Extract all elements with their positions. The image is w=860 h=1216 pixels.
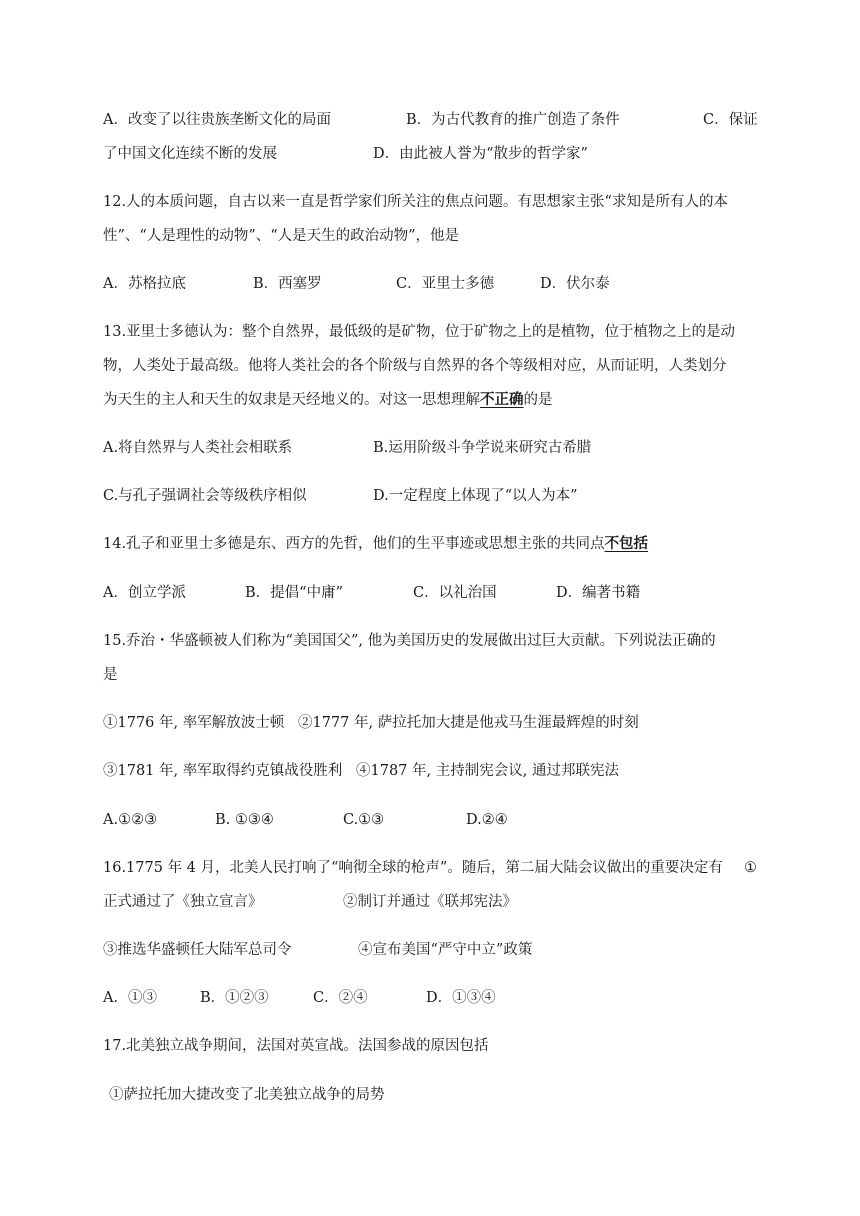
q15-item-2: ②1777 年, 萨拉托加大捷是他戎马生涯最辉煌的时刻	[298, 715, 639, 731]
q15-item-4: ④1787 年, 主持制宪会议, 通过邦联宪法	[356, 763, 619, 779]
q12-option-c: C．亚里士多德	[396, 276, 495, 292]
q16-option-d: D．①③④	[426, 990, 496, 1006]
q12-option-b: B．西塞罗	[253, 276, 322, 292]
q14-emphasis-not-include: 不包括	[604, 535, 649, 552]
q13-option-c: C.与孔子强调社会等级秩序相似	[103, 488, 307, 504]
q13-option-a: A.将自然界与人类社会相联系	[103, 440, 293, 456]
q16-item-4: ④宣布美国“严守中立”政策	[358, 942, 533, 958]
q17-item-1: ①萨拉托加大捷改变了北美独立战争的局势	[109, 1087, 385, 1103]
q13-option-b: B.运用阶级斗争学说来研究古希腊	[373, 440, 592, 456]
q16-item-1-marker: ①	[744, 860, 757, 876]
document-page: A．改变了以往贵族垄断文化的局面 B．为古代教育的推广创造了条件 C．保证 了中国文化连续不断的发展 D．由此被人誉为“散步的哲学家” 12.人的本质问题，自古以来一直是哲学家们所关注的焦点问题。有思想家主张“求知是所有人的本 性”、“人是理性的动物”、“人是天生的政治动物”，他是 A．苏格拉底 B．西塞罗 C．亚里士多德 D．伏尔泰 13.亚里士多德认为：整个自然界，最低级的是矿物，位于矿物之上的是植物，位于植物之上的是动 物，人类处于最高级。他将人类社会的各个阶级与自然界的各个等级相对应，从而证明，人类划分 为天生的主人和天生的奴隶是天经地义的。对这一思想理解不正确的是 A.将自然界与人类社会相联系 B.运用阶级斗争学说来研究古希腊 C.与孔子强调社会等级秩序相似 D.一定程度上体现了“以人为本” 14.孔子和亚里士多德是东、西方的先哲，他们的生平事迹或思想主张的共同点不包括 A．创立学派 B．提倡“中庸” C．以礼治国 D．编著书籍 15.乔治・华盛顿被人们称为“美国国父”, 他为美国历史的发展做出过巨大贡献。下列说法正确的 是 ①1776 年, 率军解放波士顿 ②1777 年, 萨拉托加大捷是他戎马生涯最辉煌的时刻 ③1781 年, 率军取得约克镇战役胜利 ④1787 年, 主持制宪会议, 通过邦联宪法 A.①②③ B. ①③④ C.①③ D.②④ 16.1775 年 4 月，北美人民打响了“响彻全球的枪声”。随后，第二届大陆会议做出的重要决定有 ① 正式通过了《独立宣言》 ②制订并通过《联邦宪法》 ③推选华盛顿任大陆军总司令 ④宣布美国“严守中立”政策 A．①③ B．①②③ C．②④ D．①③④ 17.北美独立战争期间，法国对英宣战。法国参战的原因包括 ①萨拉托加大捷改变了北美独立战争的局势	[103, 112, 758, 1103]
q15-option-d: D.②④	[466, 812, 508, 828]
q14-option-a: A．创立学派	[103, 585, 186, 601]
q16-option-c: C．②④	[313, 990, 368, 1006]
q16-item-1: 正式通过了《独立宣言》	[103, 894, 263, 910]
q15-option-c: C.①③	[343, 812, 385, 828]
q12-option-d: D．伏尔泰	[540, 276, 610, 292]
q15-option-a: A.①②③	[103, 812, 158, 828]
q11-option-c-part1: C．保证	[703, 112, 758, 128]
q12-option-a: A．苏格拉底	[103, 276, 186, 292]
q15-option-b: B. ①③④	[215, 812, 274, 828]
q16-item-2: ②制订并通过《联邦宪法》	[343, 894, 517, 910]
q14-option-b: B．提倡“中庸”	[245, 585, 343, 601]
q13-emphasis-not-correct: 不正确	[480, 391, 524, 408]
q11-option-c-part2: 了中国文化连续不断的发展	[103, 146, 277, 162]
q11-option-d: D．由此被人誉为“散步的哲学家”	[373, 146, 588, 162]
q16-item-3: ③推选华盛顿任大陆军总司令	[103, 942, 292, 958]
q15-item-1: ①1776 年, 率军解放波士顿	[103, 715, 285, 731]
q16-option-b: B．①②③	[200, 990, 269, 1006]
q11-option-b: B．为古代教育的推广创造了条件	[406, 112, 620, 128]
q11-option-a: A．改变了以往贵族垄断文化的局面	[103, 112, 331, 128]
q14-option-c: C．以礼治国	[413, 585, 497, 601]
q13-option-d: D.一定程度上体现了“以人为本”	[373, 488, 578, 504]
q14-option-d: D．编著书籍	[556, 585, 641, 601]
q15-item-3: ③1781 年, 率军取得约克镇战役胜利	[103, 763, 343, 779]
q16-option-a: A．①③	[103, 990, 157, 1006]
